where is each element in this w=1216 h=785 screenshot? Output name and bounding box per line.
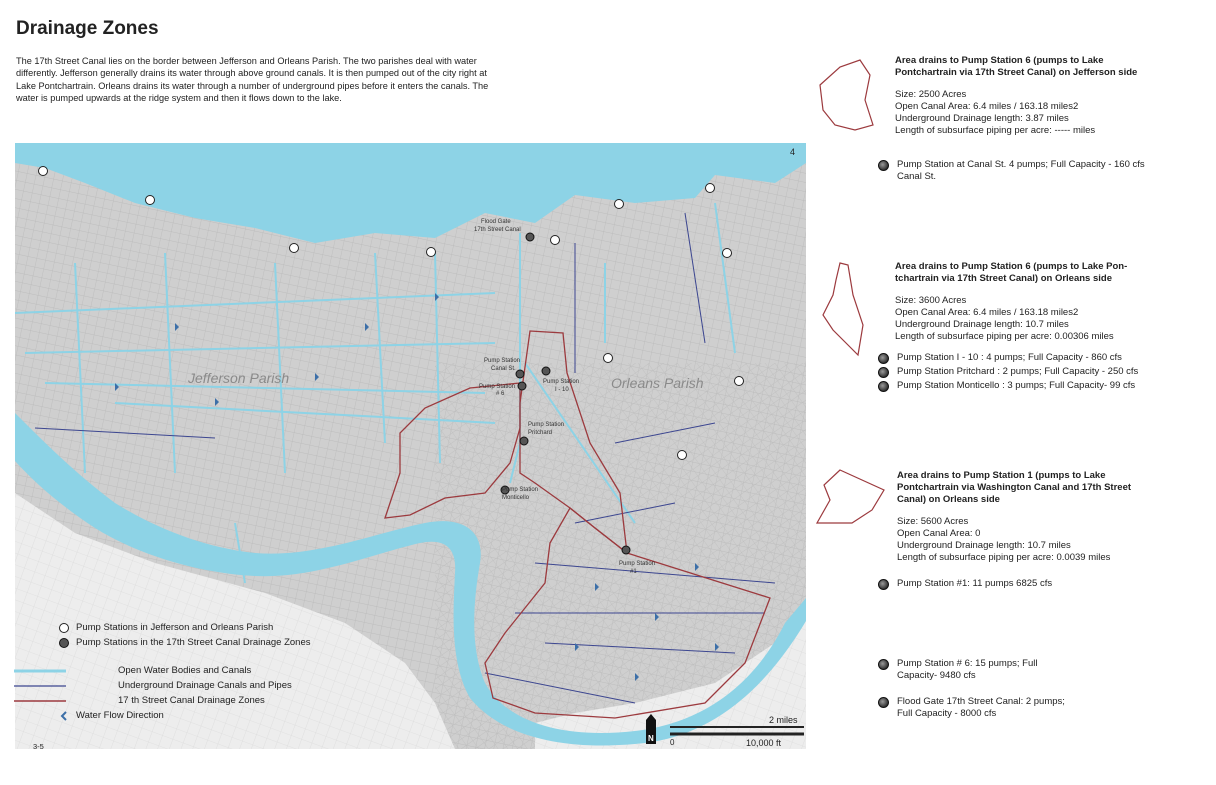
pump-station-marker[interactable] [427, 248, 436, 257]
legend-label: Open Water Bodies and Canals [118, 665, 252, 676]
pump-station-marker[interactable] [39, 167, 48, 176]
pump-station-marker[interactable] [551, 236, 560, 245]
ps-6-label: Pump Station [479, 384, 516, 390]
station-item [878, 696, 1078, 720]
zone-1-canal-area: Open Canal Area: 6.4 miles / 163.18 miles2 [895, 101, 1079, 112]
ps-monticello-label: Pump Station [502, 487, 539, 493]
ps-1-label: Pump Station [619, 561, 656, 567]
scale-feet: 10,000 ft [746, 738, 782, 748]
legend-item [58, 710, 316, 723]
zone-2-underground: Underground Drainage length: 10.7 miles [895, 319, 1069, 330]
legend-label: Water Flow Direction [76, 710, 164, 721]
zone-2-canal-area: Open Canal Area: 6.4 miles / 163.18 miles2 [895, 307, 1079, 318]
pump-station-marker[interactable] [678, 451, 687, 460]
station-label: Flood Gate 17th Street Canal: 2 pumps; Full Capacity - 8000 cfs [897, 696, 1065, 719]
pump-station-1-marker[interactable] [622, 546, 630, 554]
zone-1-size: Size: 2500 Acres [895, 89, 967, 100]
zone-3-underground: Underground Drainage length: 10.7 miles [897, 540, 1071, 551]
scale-zero: 0 [670, 738, 675, 747]
pump-station-marker[interactable] [706, 184, 715, 193]
station-item [878, 578, 1178, 590]
station-item [878, 366, 1198, 378]
ps-i10-label: I - 10 [555, 387, 569, 393]
zone-1-info [895, 55, 1145, 137]
gray-circle-icon [878, 353, 889, 364]
ps-1-label: #1 [630, 569, 637, 575]
station-label: Pump Station at Canal St. 4 pumps; Full Capacity - 160 cfs Canal St. [897, 159, 1145, 182]
station-item [878, 380, 1198, 392]
red-line-icon [14, 695, 70, 707]
station-label: Pump Station # 6: 15 pumps; Full Capacity- 9480 cfs [897, 658, 1038, 681]
zone-1-subsurface: Length of subsurface piping per acre: ----- miles [895, 125, 1096, 136]
ps-canal-label: Pump Station [484, 358, 521, 364]
legend-item [58, 637, 316, 663]
gray-circle-icon [878, 579, 889, 590]
legend-label: Underground Drainage Canals and Pipes [118, 680, 292, 691]
map-legend [58, 622, 316, 725]
pump-station-i10-marker[interactable] [542, 367, 550, 375]
ps-monticello-label: Monticello [502, 495, 530, 501]
zone-1-title: Area drains to Pump Station 6 (pumps to Lake Pontchartrain via 17th Street Canal) on Jefferson side [895, 55, 1138, 78]
page-title: Drainage Zones [16, 18, 159, 39]
legend-label: Pump Stations in the 17th Street Canal Drainage Zones [76, 637, 311, 648]
zone-3-subsurface: Length of subsurface piping per acre: 0.0039 miles [897, 552, 1111, 563]
legend-item [58, 680, 316, 693]
scale-miles: 2 miles [769, 715, 798, 725]
zone-2-title: Area drains to Pump Station 6 (pumps to Lake Pon-tchartrain via 17th Street Canal) on Orleans side [895, 261, 1128, 284]
map-number: 4 [790, 147, 796, 157]
gray-circle-icon [878, 659, 889, 670]
white-circle-icon [58, 622, 72, 634]
station-label: Pump Station Monticello : 3 pumps; Full Capacity- 99 cfs [897, 380, 1136, 391]
zone-3-canal-area: Open Canal Area: 0 [897, 528, 981, 539]
legend-label: 17 th Street Canal Drainage Zones [118, 695, 265, 706]
pump-station-marker[interactable] [723, 249, 732, 258]
flood-gate-label: 17th Street Canal [474, 227, 521, 233]
pump-station-pritchard-marker[interactable] [520, 437, 528, 445]
station-label: Pump Station Pritchard : 2 pumps; Full Capacity - 250 cfs [897, 366, 1139, 377]
ps-pritchard-label: Pump Station [528, 422, 565, 428]
light-blue-line-icon [14, 665, 70, 677]
pump-station-marker[interactable] [146, 196, 155, 205]
gray-circle-icon [878, 160, 889, 171]
station-label: Pump Station #1: 11 pumps 6825 cfs [897, 578, 1053, 589]
zone-2-subsurface: Length of subsurface piping per acre: 0.00306 miles [895, 331, 1114, 342]
pump-station-marker[interactable] [615, 200, 624, 209]
zone-3-size: Size: 5600 Acres [897, 516, 969, 527]
zone-jefferson-outline [815, 55, 877, 140]
legend-label: Pump Stations in Jefferson and Orleans Parish [76, 622, 274, 633]
gray-circle-icon [878, 367, 889, 378]
pump-station-canal-marker[interactable] [516, 370, 524, 378]
legend-item [58, 622, 316, 635]
zone-1-underground: Underground Drainage length: 3.87 miles [895, 113, 1069, 124]
station-item [878, 352, 1198, 364]
station-label: Pump Station I - 10 : 4 pumps; Full Capacity - 860 cfs [897, 352, 1122, 363]
intro-paragraph: The 17th Street Canal lies on the border between Jefferson and Orleans Parish. The two parishes deal with water differently. Jefferson generally drains its water through above ground canals. It is then pumped out of the city right at Lake Pontchartrain. Orleans drains its water through a number of underground pipes before it enters the canals. The water is pumped upwards at the ridge system and then it flows down to the lake. [16, 56, 489, 104]
orleans-parish-label: Orleans Parish [611, 375, 704, 391]
ps-pritchard-label: Pritchard [528, 430, 553, 436]
zone-2-size: Size: 3600 Acres [895, 295, 967, 306]
zone-3-title: Area drains to Pump Station 1 (pumps to Lake Pontchartrain via Washington Canal and 17th Street Canal) on Orleans side [897, 470, 1132, 505]
gray-circle-icon [878, 381, 889, 392]
pump-station-6-marker[interactable] [518, 382, 526, 390]
gray-circle-icon [878, 697, 889, 708]
jefferson-parish-label: Jefferson Parish [188, 370, 290, 386]
scale-bar [646, 714, 806, 748]
legend-item [58, 665, 316, 678]
zone-3-info [897, 470, 1157, 564]
ps-6-label: # 6 [496, 391, 505, 397]
ps-canal-label: Canal St. [491, 366, 516, 372]
zone-orleans-ps1-outline [812, 465, 892, 535]
arrow-icon [58, 710, 72, 722]
gray-circle-icon [58, 637, 72, 649]
blue-line-icon [14, 680, 70, 692]
pump-station-marker[interactable] [604, 354, 613, 363]
pump-station-marker[interactable] [290, 244, 299, 253]
zone-2-info [895, 261, 1150, 343]
zone-orleans-i10-outline [818, 260, 868, 365]
flood-gate-marker[interactable] [526, 233, 534, 241]
ps-i10-label: Pump Station [543, 379, 580, 385]
pump-station-marker[interactable] [735, 377, 744, 386]
station-item [878, 159, 1168, 183]
station-item [878, 658, 1078, 682]
north-label: N [648, 734, 654, 743]
legend-item [58, 695, 316, 708]
page-footer: 3-5 [33, 742, 44, 751]
flood-gate-label: Flood Gate [481, 219, 511, 225]
